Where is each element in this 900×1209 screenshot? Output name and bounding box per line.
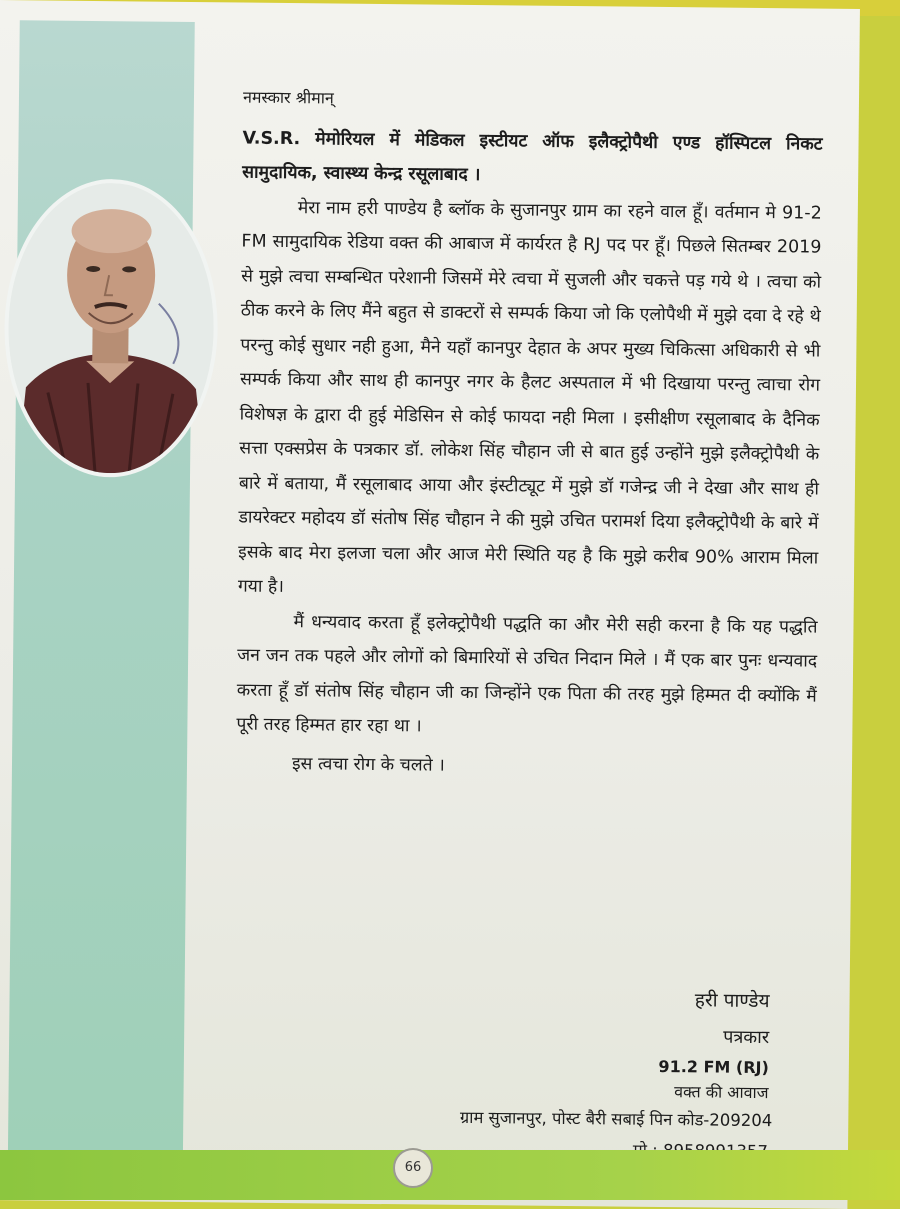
letter-paragraph-2: मैं धन्यवाद करता हूँ इलेक्ट्रोपैथी पद्धति का और मेरी सही करना है कि यह पद्धति जन जन तक पहले और लोगों को बिमारियों से उचित निदान मिले । मैं एक बार पुनः धन्यवाद करता हूँ डॉ संतोष सिंह चौहान जी का जिन्होंने एक पिता की तरह मुझे हिम्मत दी क्योंकि मैं पूरी तरह हिम्मत हार रहा था ।: [236, 611, 818, 737]
institute-heading: V.S.R. मेमोरियल में मेडिकल इस्टीयट ऑफ इलैक्ट्रोपैथी एण्ड हॉस्पिटल निकट सामुदायिक, स्वास्थ्य केन्द्र रसूलाबाद ।: [242, 128, 823, 186]
portrait-illustration: [7, 182, 215, 474]
signer-name: हरी पाण्डेय: [694, 989, 770, 1013]
station-tagline: वक्त की आवाज: [674, 1082, 769, 1103]
signer-address: ग्राम सुजानपुर, पोस्ट बैरी सबाई पिन कोड-209204: [459, 1107, 773, 1131]
signer-role: पत्रकार: [723, 1026, 770, 1049]
salutation: नमस्कार श्रीमान्: [242, 87, 334, 108]
signature-block: [459, 979, 773, 1168]
page-number: 66: [393, 1148, 433, 1188]
letter-paragraph-1: मेरा नाम हरी पाण्डेय है ब्लॉक के सुजानपुर ग्राम का रहने वाल हूँ। वर्तमान मे 91-2 FM सामुदायिक रेडिया वक्त की आबाज में कार्यरत है RJ पद पर हूँ। पिछले सितम्बर 2019 से मुझे त्वचा सम्बन्धित परेशानी जिसमें मेरे त्वचा में सुजली और चकत्ते पड़ गये थे । त्वचा को ठीक करने के लिए मैंने बहुत से डाक्टरों से सम्पर्क किया जो कि एलोपैथी में मुझे दवा दे रहे थे परन्तु कोई सुधार नही हुआ, मैने यहाँ कानपुर देहात के अपर मुख्य चिकित्सा अधिकारी से भी सम्पर्क किया और साथ ही कानपुर नगर के हैलट अस्पताल में भी दिखाया परन्तु त्वाचा रोग विशेषज्ञ के द्वारा दी हुई मेडिसिन से कोई फायदा नही मिला । इसीक्षीण रसूलाबाद के दैनिक सत्ता एक्सप्रेस के पत्रकार डॉ. लोकेश सिंह चौहान जी से बात हुई उन्होंने मुझे इलैक्ट्रोपैथी के बारे में बताया, मैं रसूलाबाद आया और इंस्टीट्यूट में मुझे डॉ गजेन्द्र जी ने देखा और साथ ही डायरेक्टर महोदय डॉ संतोष सिंह चौहान ने की मुझे उचित परामर्श दिया इलैक्ट्रोपैथी के बारे में इसके बाद मेरा इलजा चला और आज मेरी स्थिति यह है कि मुझे करीब 90% आराम मिला गया है।: [237, 197, 822, 598]
bottom-green-strip: [0, 1150, 900, 1200]
letter-closing: इस त्वचा रोग के चलते ।: [291, 753, 445, 776]
testimonial-letter: [236, 81, 823, 787]
radio-station: 91.2 FM (RJ): [658, 1056, 769, 1078]
